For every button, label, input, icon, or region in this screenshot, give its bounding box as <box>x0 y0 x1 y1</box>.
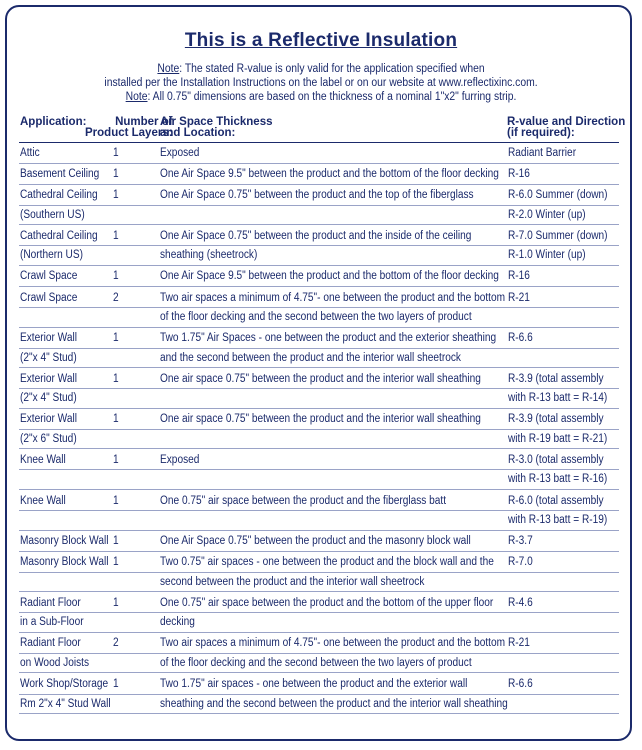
cell-r-value-line: R-6.6 <box>508 332 533 345</box>
cell-application <box>20 227 98 266</box>
cell-application-line: Attic <box>20 147 40 159</box>
note-text: : The stated R-value is only valid for the application specified when <box>179 63 485 75</box>
cell-r-value-line: R-6.0 (total assembly <box>508 494 604 507</box>
cell-r-value-line: R-3.0 (total assembly <box>508 453 604 466</box>
header-application: Application: <box>20 116 87 128</box>
cell-application <box>20 329 77 368</box>
cell-r-value-line: R-4.6 <box>508 596 533 609</box>
row-divider <box>19 327 619 328</box>
row-divider <box>19 163 619 164</box>
row-divider <box>19 510 619 511</box>
cell-application <box>20 267 77 287</box>
row-divider <box>19 184 619 185</box>
cell-r-value-line: R-3.9 (total assembly <box>508 413 604 426</box>
cell-air-space <box>160 675 508 714</box>
cell-layers: 1 <box>113 494 119 507</box>
cell-r-value-line: R-21 <box>508 291 530 304</box>
cell-r-value-line: Radiant Barrier <box>508 147 577 159</box>
cell-r-value-line: R-3.9 (total assembly <box>508 372 604 385</box>
row-divider <box>19 694 619 695</box>
row-divider <box>19 653 619 654</box>
cell-r-value-line: with R-19 batt = R-21) <box>508 432 608 445</box>
cell-layers: 1 <box>113 678 119 690</box>
cell-application-line: (2"x 6" Stud) <box>20 432 77 445</box>
row-divider <box>19 388 619 389</box>
cell-layers: 1 <box>113 168 119 181</box>
cell-air-space-line: Two 1.75" Air Spaces - one between the product and the exterior sheathing <box>160 332 497 345</box>
row-divider <box>19 632 619 633</box>
cell-air-space <box>160 227 471 266</box>
cell-air-space <box>160 410 481 430</box>
cell-layers: 1 <box>113 453 119 466</box>
cell-air-space-line: One 0.75" air space between the product and the fiberglass batt <box>160 494 447 507</box>
cell-layers: 1 <box>113 372 119 385</box>
header-layers: Number of Product Layers: <box>85 116 173 139</box>
cell-application <box>20 410 77 449</box>
cell-r-value <box>508 675 533 695</box>
cell-application-line: Work Shop/Storage <box>20 678 109 690</box>
cell-r-value <box>508 165 530 185</box>
cell-air-space-line: Exposed <box>160 147 200 159</box>
row-divider <box>19 448 619 449</box>
row-divider <box>19 713 619 714</box>
note-line-1 <box>32 63 610 76</box>
cell-r-value-line: R-1.0 Winter (up) <box>508 249 586 262</box>
cell-air-space-line: Two air spaces a minimum of 4.75"- one between the product and the bottom <box>160 637 506 650</box>
cell-application-line: Crawl Space <box>20 291 78 304</box>
cell-r-value-line: with R-13 batt = R-14) <box>508 392 608 405</box>
cell-application-line: Knee Wall <box>20 453 66 466</box>
row-divider <box>19 348 619 349</box>
cell-air-space-line: One air space 0.75" between the product and the interior wall sheathing <box>160 413 481 426</box>
cell-application <box>20 634 89 673</box>
cell-layers: 1 <box>113 332 119 345</box>
cell-air-space-line: One Air Space 9.5" between the product and the bottom of the floor decking <box>160 168 499 181</box>
cell-layers: 1 <box>113 535 119 548</box>
cell-application-line: Rm 2"x 4" Stud Wall <box>20 697 111 710</box>
note-line-3 <box>32 91 610 104</box>
cell-air-space-line: Two 1.75" air spaces - one between the product and the exterior wall <box>160 678 468 690</box>
cell-layers: 1 <box>113 413 119 426</box>
cell-air-space-line: One 0.75" air space between the product and the bottom of the upper floor <box>160 596 494 609</box>
row-divider <box>19 224 619 225</box>
cell-r-value-line: R-7.0 <box>508 556 533 569</box>
cell-r-value <box>508 594 533 614</box>
cell-application-line: Masonry Block Wall <box>20 535 109 548</box>
cell-air-space-line: Two air spaces a minimum of 4.75"- one between the product and the bottom <box>160 291 506 304</box>
cell-air-space <box>160 144 199 164</box>
cell-r-value <box>508 370 607 409</box>
cell-layers: 1 <box>113 556 119 569</box>
cell-r-value <box>508 634 530 654</box>
cell-application-line: in a Sub-Floor <box>20 616 84 629</box>
cell-application <box>20 451 66 471</box>
cell-layers: 2 <box>113 291 119 304</box>
cell-layers: 1 <box>113 270 119 283</box>
row-divider <box>19 469 619 470</box>
cell-application-line: Cathedral Ceiling <box>20 229 98 242</box>
cell-application-line: (Southern US) <box>20 208 85 221</box>
cell-layers: 1 <box>113 596 119 609</box>
cell-application-line: Radiant Floor <box>20 596 81 609</box>
cell-r-value <box>508 532 533 552</box>
cell-air-space-line: of the floor decking and the second between the two layers of product <box>160 656 472 669</box>
row-divider <box>19 265 619 266</box>
cell-air-space <box>160 289 505 328</box>
cell-application <box>20 594 84 633</box>
cell-air-space-line: sheathing and the second between the product and the interior wall sheathing <box>160 697 508 710</box>
cell-air-space-line: One Air Space 0.75" between the product and the top of the fiberglass <box>160 189 474 202</box>
cell-application-line: (2"x 4" Stud) <box>20 351 77 364</box>
cell-application-line: Masonry Block Wall <box>20 556 109 569</box>
cell-application <box>20 532 108 552</box>
cell-r-value <box>508 186 608 225</box>
row-divider <box>19 408 619 409</box>
cell-application-line: (2"x 4" Stud) <box>20 392 77 405</box>
cell-air-space <box>160 634 505 673</box>
cell-r-value-line: R-16 <box>508 168 530 181</box>
cell-air-space-line: of the floor decking and the second between the two layers of product <box>160 311 472 323</box>
cell-application-line: (Northern US) <box>20 249 83 262</box>
cell-application-line: Crawl Space <box>20 270 78 283</box>
cell-air-space-line: One Air Space 9.5" between the product and the bottom of the floor decking <box>160 270 499 283</box>
cell-r-value-line: with R-13 batt = R-19) <box>508 514 608 526</box>
cell-layers: 2 <box>113 637 119 650</box>
row-divider <box>19 672 619 673</box>
cell-application-line: Exterior Wall <box>20 413 77 426</box>
cell-r-value-line: R-6.0 Summer (down) <box>508 189 608 202</box>
cell-application-line: Exterior Wall <box>20 372 77 385</box>
row-divider <box>19 429 619 430</box>
cell-air-space-line: One Air Space 0.75" between the product and the inside of the ceiling <box>160 229 472 242</box>
cell-r-value <box>508 289 530 309</box>
cell-r-value <box>508 451 607 490</box>
cell-application-line: Basement Ceiling <box>20 168 100 181</box>
row-divider <box>19 286 619 287</box>
cell-application <box>20 675 111 714</box>
cell-air-space <box>160 492 446 512</box>
cell-air-space <box>160 594 493 633</box>
note-line-2: installed per the Installation Instructions on the label or on our website at www.reflectixinc.com. <box>104 77 538 89</box>
cell-air-space-line: One air space 0.75" between the product and the interior wall sheathing <box>160 372 481 385</box>
header-air-space: Air Space Thickness and Location: <box>160 116 273 139</box>
cell-r-value-line: R-21 <box>508 637 530 650</box>
row-divider <box>19 367 619 368</box>
header-rule <box>19 142 619 143</box>
cell-air-space <box>160 329 496 368</box>
cell-application-line: Exterior Wall <box>20 332 77 345</box>
row-divider <box>19 591 619 592</box>
cell-r-value-line: R-6.6 <box>508 678 533 690</box>
cell-air-space-line: and the second between the product and the interior wall sheetrock <box>160 351 461 364</box>
cell-r-value <box>508 267 530 287</box>
cell-r-value <box>508 553 533 573</box>
row-divider <box>19 307 619 308</box>
cell-air-space-line: second between the product and the interior wall sheetrock <box>160 575 425 588</box>
note-label-2: Note <box>125 91 148 103</box>
cell-air-space-line: One Air Space 0.75" between the product and the masonry block wall <box>160 535 471 548</box>
cell-application <box>20 289 77 309</box>
cell-r-value <box>508 410 607 449</box>
cell-r-value <box>508 329 533 349</box>
row-divider <box>19 530 619 531</box>
cell-layers: 1 <box>113 229 119 242</box>
cell-air-space <box>160 451 199 471</box>
page-title: This is a Reflective Insulation <box>184 30 458 51</box>
cell-air-space-line: decking <box>160 616 195 629</box>
cell-application-line: on Wood Joists <box>20 656 90 669</box>
cell-r-value-line: R-2.0 Winter (up) <box>508 208 586 221</box>
cell-layers: 1 <box>113 147 119 159</box>
cell-application-line: Cathedral Ceiling <box>20 189 98 202</box>
cell-air-space-line: Two 0.75" air spaces - one between the product and the block wall and the <box>160 556 494 569</box>
cell-layers: 1 <box>113 189 119 202</box>
cell-air-space <box>160 165 499 185</box>
row-divider <box>19 612 619 613</box>
cell-r-value <box>508 492 607 531</box>
cell-air-space-line: Exposed <box>160 453 200 466</box>
cell-r-value-line: R-3.7 <box>508 535 533 548</box>
cell-application <box>20 553 108 573</box>
cell-application <box>20 370 77 409</box>
cell-application-line: Radiant Floor <box>20 637 81 650</box>
row-divider <box>19 572 619 573</box>
cell-air-space <box>160 553 494 592</box>
header-r-value: R-value and Direction (if required): <box>507 116 626 139</box>
cell-r-value-line: R-16 <box>508 270 530 283</box>
cell-application <box>20 186 98 225</box>
cell-application <box>20 492 66 512</box>
cell-air-space <box>160 532 471 552</box>
cell-air-space-line: sheathing (sheetrock) <box>160 249 258 262</box>
cell-air-space <box>160 267 499 287</box>
cell-air-space <box>160 370 481 390</box>
cell-application <box>20 165 99 185</box>
cell-application <box>20 144 40 164</box>
cell-application-line: Knee Wall <box>20 494 66 507</box>
cell-air-space <box>160 186 474 206</box>
cell-r-value <box>508 144 576 164</box>
row-divider <box>19 551 619 552</box>
cell-r-value-line: with R-13 batt = R-16) <box>508 473 608 486</box>
cell-r-value <box>508 227 608 266</box>
cell-r-value-line: R-7.0 Summer (down) <box>508 229 608 242</box>
note-text-2: : All 0.75" dimensions are based on the thickness of a nominal 1"x2" furring strip. <box>147 91 517 103</box>
row-divider <box>19 205 619 206</box>
row-divider <box>19 245 619 246</box>
note-label: Note <box>157 63 180 75</box>
row-divider <box>19 489 619 490</box>
